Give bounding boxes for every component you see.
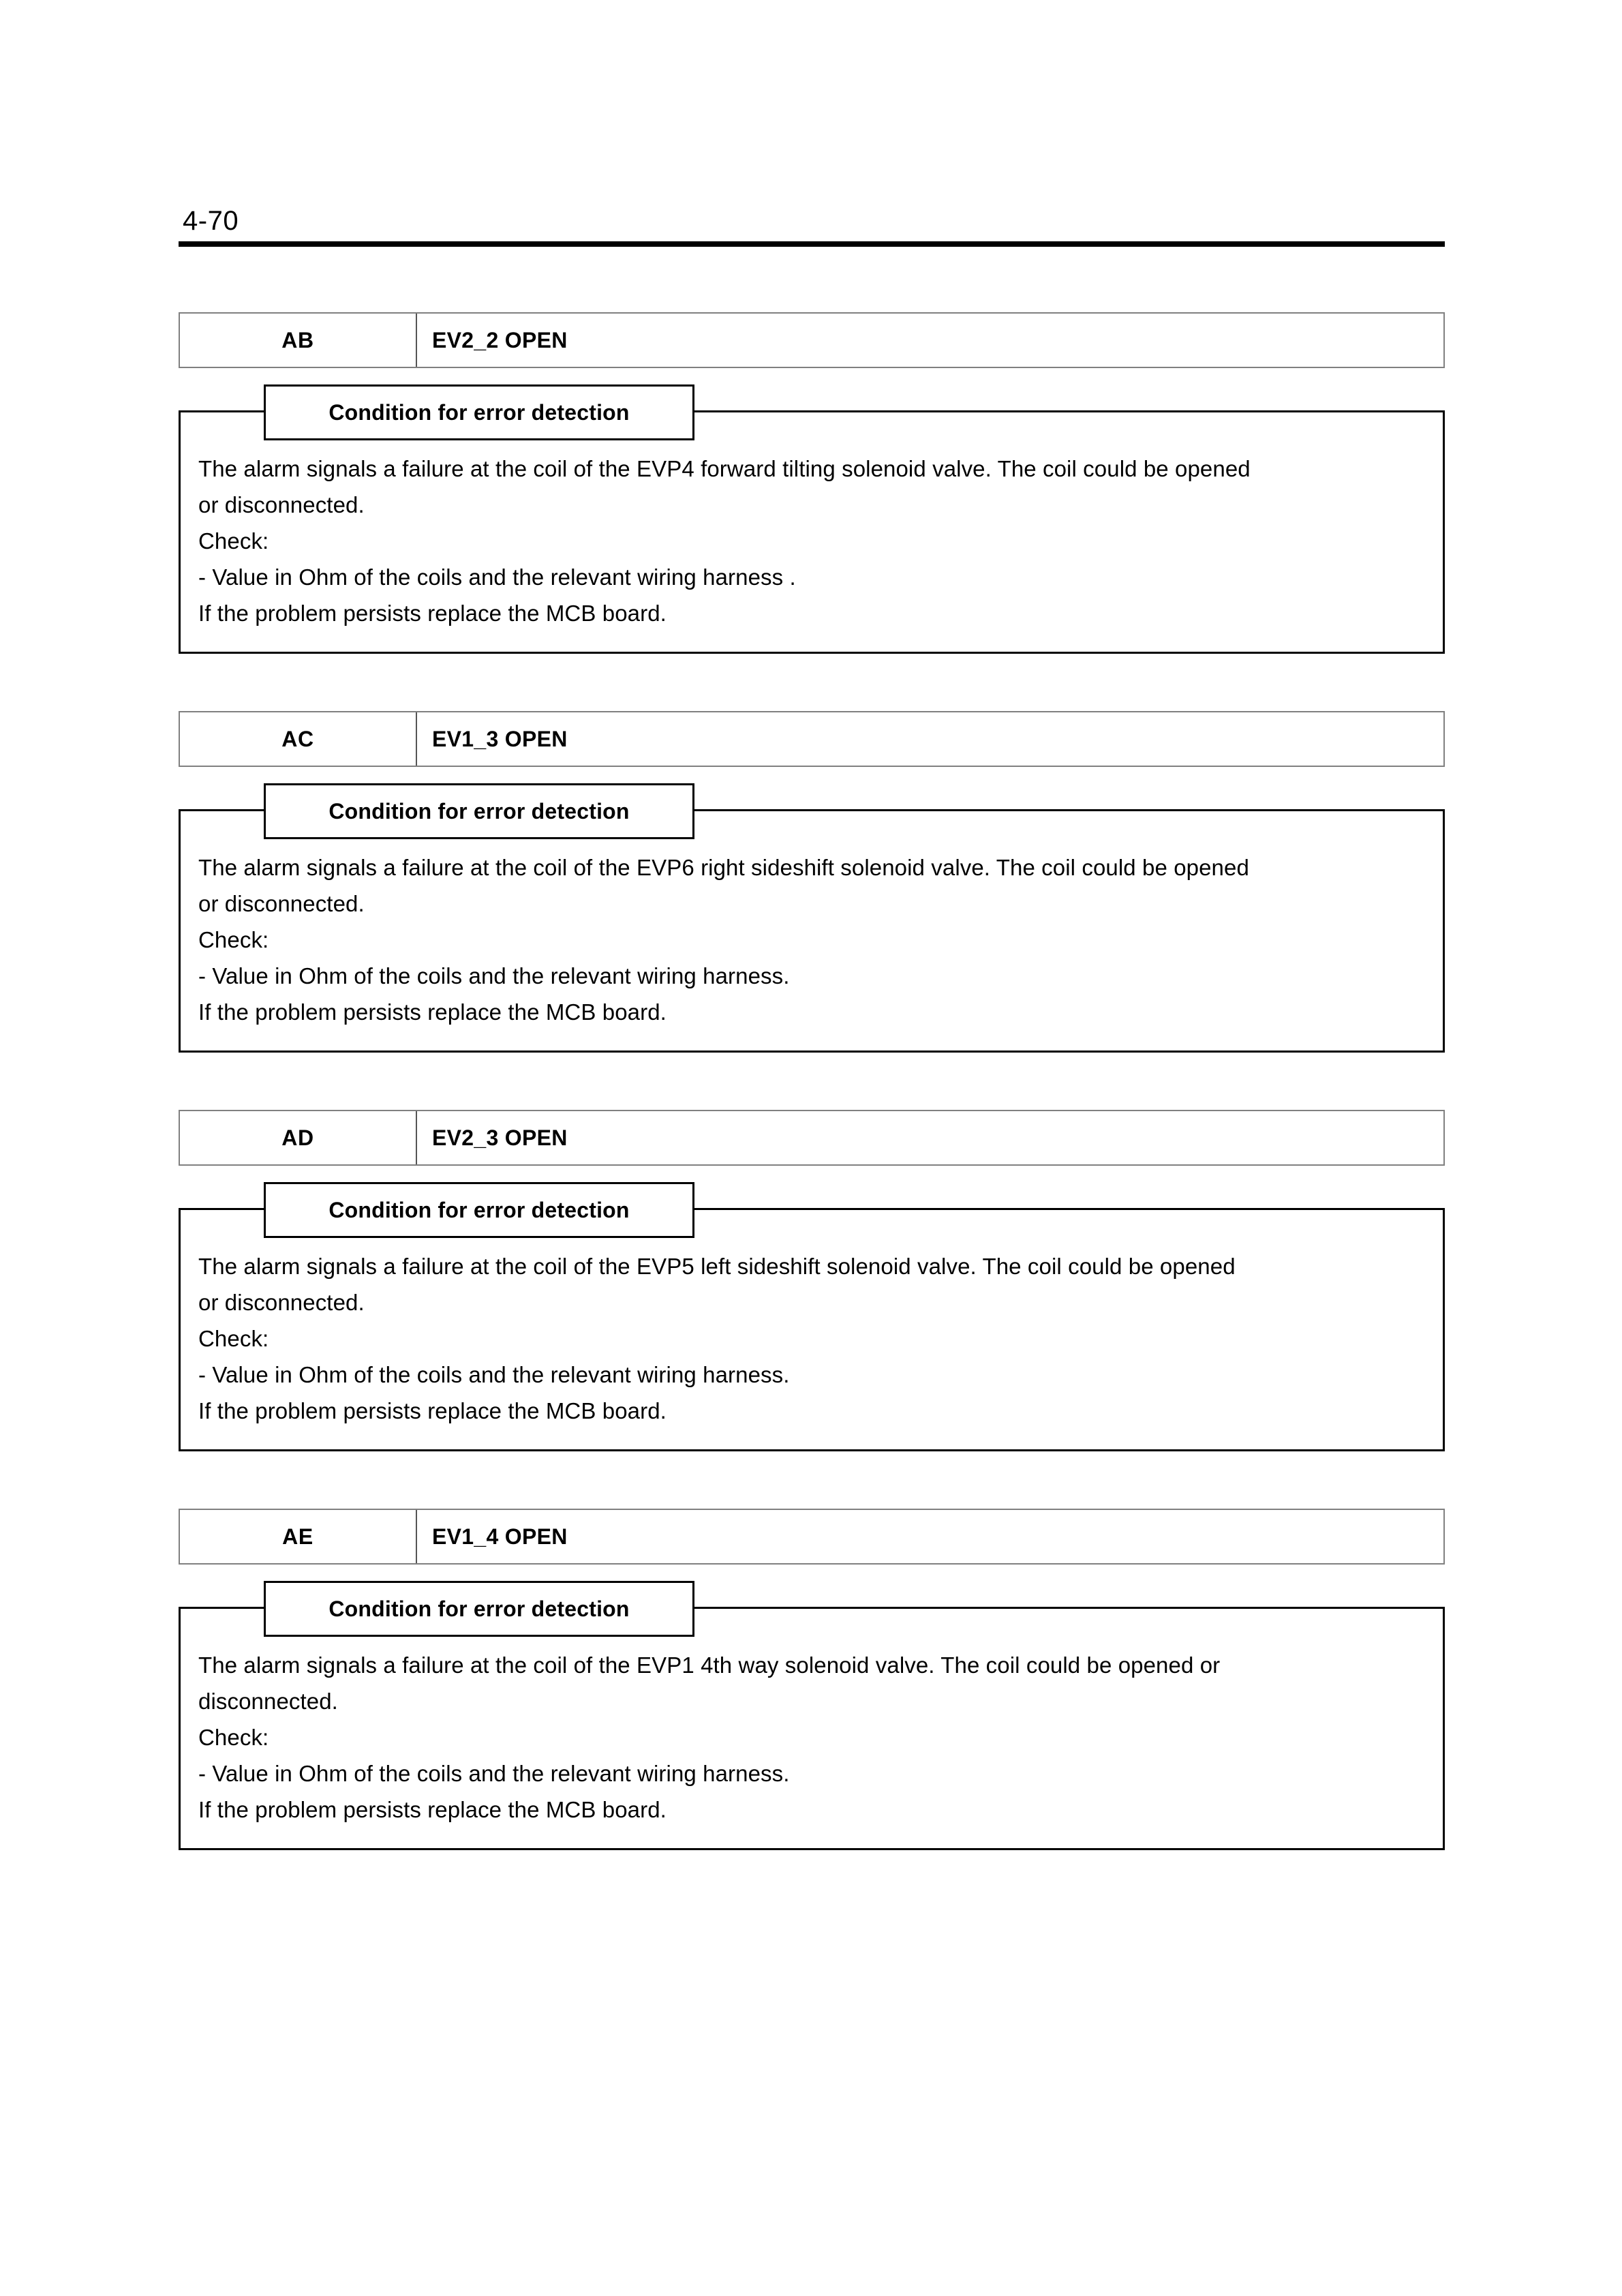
page-number: 4-70 xyxy=(183,206,239,236)
error-description-cell xyxy=(417,1510,1443,1563)
condition-line: disconnected. xyxy=(198,1689,338,1714)
condition-line: Check: xyxy=(198,927,269,952)
condition-block xyxy=(179,1197,1445,1451)
error-code-cell xyxy=(180,712,417,766)
condition-line: or disconnected. xyxy=(198,891,365,916)
error-code-label: AE xyxy=(282,1524,313,1549)
condition-line: - Value in Ohm of the coils and the relevant wiring harness. xyxy=(198,1362,790,1387)
condition-line: If the problem persists replace the MCB board. xyxy=(198,999,667,1025)
condition-line: If the problem persists replace the MCB board. xyxy=(198,1398,667,1423)
condition-line: The alarm signals a failure at the coil of the EVP4 forward tilting solenoid valve. The coil could be opened xyxy=(198,456,1251,481)
condition-legend-box xyxy=(264,1182,694,1238)
error-code-label: AC xyxy=(281,726,314,751)
condition-fieldset xyxy=(179,798,1445,1053)
condition-block xyxy=(179,798,1445,1053)
error-description-cell xyxy=(417,712,1443,766)
error-description-label: EV1_4 OPEN xyxy=(432,1524,568,1549)
error-code-label: AD xyxy=(281,1125,314,1150)
condition-legend-label: Condition for error detection xyxy=(328,399,630,425)
condition-body xyxy=(181,811,1443,1051)
condition-legend-label: Condition for error detection xyxy=(328,1596,630,1621)
condition-line: The alarm signals a failure at the coil of the EVP6 right sideshift solenoid valve. The coil could be opened xyxy=(198,855,1249,880)
error-description-label: EV2_3 OPEN xyxy=(432,1125,568,1150)
condition-body xyxy=(181,412,1443,652)
condition-line: - Value in Ohm of the coils and the relevant wiring harness . xyxy=(198,564,796,590)
error-description-label: EV1_3 OPEN xyxy=(432,726,568,751)
page-header xyxy=(179,205,1445,247)
condition-legend-label: Condition for error detection xyxy=(328,1197,630,1222)
condition-line: If the problem persists replace the MCB board. xyxy=(198,601,667,626)
condition-line: Check: xyxy=(198,528,269,554)
condition-line: or disconnected. xyxy=(198,492,365,517)
header-rule xyxy=(179,241,1445,247)
condition-fieldset xyxy=(179,399,1445,654)
condition-legend-box xyxy=(264,384,694,440)
condition-body xyxy=(181,1609,1443,1848)
condition-legend-box xyxy=(264,1581,694,1637)
condition-line: - Value in Ohm of the coils and the relevant wiring harness. xyxy=(198,1761,790,1786)
error-code-cell xyxy=(180,1111,417,1164)
table-row xyxy=(179,711,1445,767)
error-code-cell xyxy=(180,314,417,367)
condition-line: Check: xyxy=(198,1725,269,1750)
condition-line: The alarm signals a failure at the coil of the EVP5 left sideshift solenoid valve. The coil could be opened xyxy=(198,1254,1236,1279)
condition-line: or disconnected. xyxy=(198,1290,365,1315)
condition-fieldset xyxy=(179,1197,1445,1451)
condition-line: If the problem persists replace the MCB board. xyxy=(198,1797,667,1822)
condition-legend-label: Condition for error detection xyxy=(328,798,630,824)
condition-fieldset xyxy=(179,1596,1445,1850)
condition-line: The alarm signals a failure at the coil of the EVP1 4th way solenoid valve. The coil could be opened or xyxy=(198,1652,1221,1678)
error-description-cell xyxy=(417,1111,1443,1164)
table-row xyxy=(179,1110,1445,1166)
error-description-label: EV2_2 OPEN xyxy=(432,327,568,352)
condition-line: - Value in Ohm of the coils and the relevant wiring harness. xyxy=(198,963,790,988)
condition-block xyxy=(179,399,1445,654)
table-row xyxy=(179,312,1445,368)
condition-line: Check: xyxy=(198,1326,269,1351)
page-content xyxy=(179,205,1445,1907)
error-description-cell xyxy=(417,314,1443,367)
table-row xyxy=(179,1509,1445,1565)
error-code-cell xyxy=(180,1510,417,1563)
condition-legend-box xyxy=(264,783,694,839)
condition-block xyxy=(179,1596,1445,1850)
error-code-label: AB xyxy=(281,327,314,352)
condition-body xyxy=(181,1210,1443,1449)
